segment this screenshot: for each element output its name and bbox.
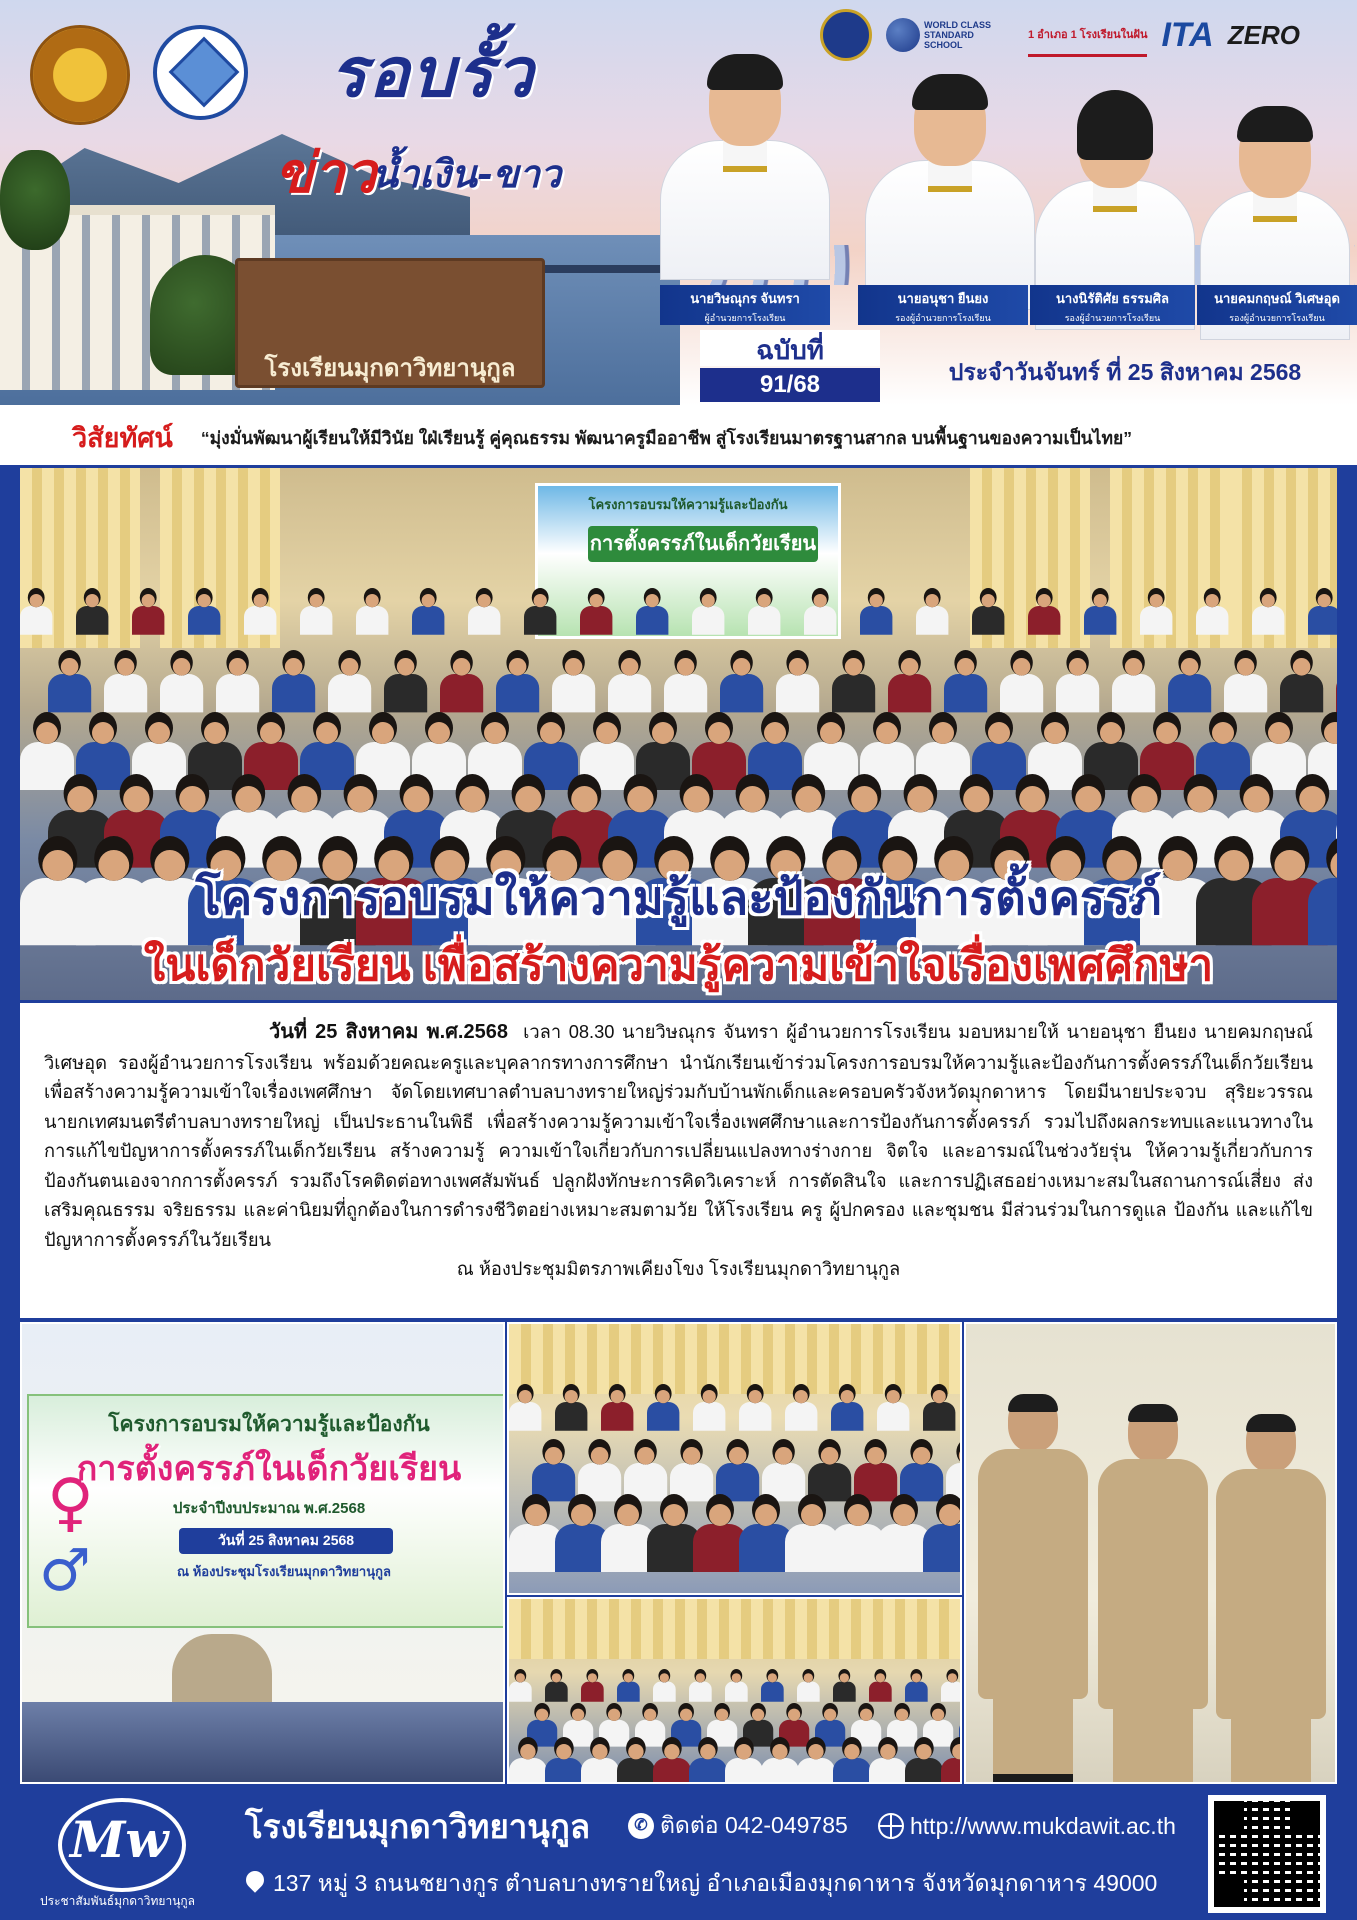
partner-logos (820, 10, 1350, 60)
event-banner-venue: ณ ห้องประชุมโรงเรียนมุกดาวิทยานุกูล (177, 1564, 391, 1579)
student-figure (545, 1669, 568, 1702)
student-figure (160, 650, 203, 712)
student-figure (216, 650, 259, 712)
banner-photo (20, 1322, 505, 1784)
student-figure (725, 1669, 748, 1702)
student-figure (328, 650, 371, 712)
administrator-name: นายอนุชา ยืนยง (897, 291, 989, 306)
official-figure (978, 1394, 1088, 1774)
student-figure (532, 1439, 575, 1501)
student-figure (776, 650, 819, 712)
issue-date: ประจำวันจันทร์ ที่ 25 สิงหาคม 2568 (948, 359, 1302, 385)
student-figure (877, 1384, 909, 1431)
stage-banner-top: โครงการอบรมให้ความรู้และป้องกัน (588, 497, 788, 512)
event-banner-title: โครงการอบรมให้ความรู้และป้องกัน (108, 1413, 430, 1436)
issue-number: 91/68 (700, 368, 880, 402)
event-banner-date: วันที่ 25 สิงหาคม 2568 (179, 1528, 393, 1554)
student-figure (946, 1439, 962, 1501)
student-figure (524, 588, 556, 635)
student-figure (132, 588, 164, 635)
student-audience (509, 1669, 960, 1782)
student-group (509, 1384, 960, 1593)
student-figure (1000, 650, 1043, 712)
students-wai-photo (507, 1322, 962, 1595)
student-figure (716, 1439, 759, 1501)
student-figure (617, 1669, 640, 1702)
vision-statement: “มุ่งมั่นพัฒนาผู้เรียนให้มีวินัย ใฝ่เรียนรู้ คู่คุณธรรม พัฒนาครูมืออาชีพ สู่โรงเรียนมาตรฐานสากล บนพื้นฐานของความเป็นไทย” (200, 427, 1132, 448)
administrator-namebar (1197, 285, 1357, 325)
student-figure (720, 650, 763, 712)
article-venue: ณ ห้องประชุมมิตรภาพเคียงโขง โรงเรียนมุกดาวิทยานุกูล (456, 1258, 901, 1279)
stage-banner-title: การตั้งครรภ์ในเด็กวัยเรียน (588, 526, 818, 562)
student-figure (833, 1669, 856, 1702)
student-figure (188, 588, 220, 635)
student-figure (545, 1737, 583, 1784)
student-figure (739, 1384, 771, 1431)
pr-caption: ประชาสัมพันธ์มุกดาวิทยานุกูล (40, 1894, 196, 1908)
student-figure (608, 650, 651, 712)
student-figure (384, 650, 427, 712)
administrator-role: รองผู้อำนวยการโรงเรียน (1229, 313, 1325, 323)
qr-code-pattern (1214, 1801, 1320, 1907)
school-sign-text: โรงเรียนมุกดาวิทยานุกูล (264, 353, 516, 382)
article-text: เวลา 08.30 นายวิษณุกร จันทรา ผู้อำนวยการโรงเรียน มอบหมายให้ นายอนุชา ยืนยง นายคมกฤษณ์ วิเศษอุด รองผู้อำนวยการโรงเรียน พร้อมด้วยคณะครูและบุคลากรทางการศึกษา นำนักเรียนเข้าร่วมโครงการอบรมให้ความรู้และป้องกันการตั้งครรภ์ในเด็กวัยเรียน เพื่อสร้างความรู้ความเข้าใจเรื่องเพศศึกษา จัดโดยเทศบาลตำบลบางทรายใหญ่ร่วมกับบ้านพักเด็กและครอบครัวจังหวัดมุกดาหาร โดยมีนายประจวบ สุริยะวรรณ นายกเทศมนตรีตำบลบางทรายใหญ่ เป็นประธานในพิธี เพื่อสร้างความรู้ความเข้าใจเรื่องเพศศึกษาและการป้องกันการตั้งครรภ์ รวมไปถึงผลกระทบและแนวทางในการแก้ไขปัญหาการตั้งครรภ์ในเด็กวัยเรียน สร้างความรู้ ความเข้าใจเกี่ยวกับการเปลี่ยนแปลงทางร่างกาย จิตใจ และอารมณ์ในช่วงวัยรุ่น ให้ความรู้เกี่ยวกับการป้องกันตนเองจากการตั้งครรภ์ รวมถึงโรคติดต่อทางเพศสัมพันธ์ ปลูกฝังทักษะการคิดวิเคราะห์ การตัดสินใจ และการปฏิเสธอย่างเหมาะสมในสถานการณ์เสี่ยง ส่งเสริมคุณธรรม จริยธรรม และค่านิยมที่ถูกต้องในการดำรงชีวิตอย่างเหมาะสมตามวัย ให้โรงเรียน ครู ผู้ปกครอง และชุมชน มีส่วนร่วมในการดูแล ป้องกัน และแก้ไขปัญหาการตั้งครรภ์ในวัยเรียน (44, 1021, 1313, 1250)
student-figure (581, 1669, 604, 1702)
student-figure (869, 1669, 892, 1702)
student-figure (831, 1384, 863, 1431)
student-figure (664, 650, 707, 712)
student-figure (356, 588, 388, 635)
student-figure (1224, 650, 1267, 712)
student-figure (941, 1737, 962, 1784)
student-figure (761, 1737, 799, 1784)
audience-heads (22, 1702, 503, 1782)
student-figure (496, 650, 539, 712)
hall-audience-photo (507, 1597, 962, 1784)
curtain (509, 1599, 962, 1659)
administrator-role: รองผู้อำนวยการโรงเรียน (895, 313, 991, 323)
school-seal-logo (153, 25, 248, 120)
student-figure (555, 1384, 587, 1431)
student-figure (797, 1669, 820, 1702)
zero-tolerance-logo: ZERO (1227, 19, 1300, 50)
student-figure (854, 1439, 897, 1501)
student-figure (20, 588, 52, 635)
student-figure (509, 1737, 547, 1784)
issue-label: ฉบับที่ (700, 330, 880, 366)
administrator-role: ผู้อำนวยการโรงเรียน (704, 313, 786, 323)
student-figure (1140, 588, 1172, 635)
headline-line1: โครงการอบรมให้ความรู้และป้องกันการตั้งครรภ์ (195, 871, 1162, 924)
student-figure (624, 1439, 667, 1501)
pr-logo-text: Mw (70, 1810, 169, 1869)
student-figure (1112, 650, 1155, 712)
wcss-logo: WORLD CLASS STANDARD SCHOOL (886, 15, 1014, 55)
student-figure (653, 1669, 676, 1702)
student-figure (601, 1384, 633, 1431)
student-figure (1308, 588, 1337, 635)
student-figure (832, 650, 875, 712)
student-figure (808, 1439, 851, 1501)
student-figure (440, 650, 483, 712)
student-figure (1056, 650, 1099, 712)
student-figure (104, 650, 147, 712)
address-info (245, 1864, 1205, 1904)
student-figure (1084, 588, 1116, 635)
student-figure (725, 1737, 763, 1784)
student-figure (860, 588, 892, 635)
student-figure (300, 588, 332, 635)
administrator-namebar (1030, 285, 1195, 325)
student-figure (1196, 588, 1228, 635)
official-figure (1098, 1404, 1208, 1784)
official-figure (1216, 1414, 1326, 1784)
student-figure (636, 588, 668, 635)
newsletter-title: รอบรั้ว (330, 33, 536, 113)
student-figure (888, 650, 931, 712)
administrator-portrait (865, 70, 1035, 310)
student-figure (48, 650, 91, 712)
footer-school-name: โรงเรียนมุกดาวิทยานุกูล (245, 1808, 591, 1845)
tree-image (0, 150, 70, 250)
student-figure (1280, 650, 1323, 712)
ministry-seal-logo (30, 25, 130, 125)
headline-line2: ในเด็กวัยเรียน เพื่อสร้างความรู้ความเข้าใจเรื่องเพศศึกษา (143, 941, 1214, 990)
student-figure (412, 588, 444, 635)
student-figure (905, 1737, 943, 1784)
student-figure (578, 1439, 621, 1501)
student-figure (580, 588, 612, 635)
newsletter-subtitle-red: ข่าว (275, 140, 377, 206)
student-figure (869, 1737, 907, 1784)
student-figure (761, 1669, 784, 1702)
administrator-role: รองผู้อำนวยการโรงเรียน (1064, 313, 1161, 323)
location-pin-icon (245, 1871, 265, 1897)
qr-code[interactable] (1208, 1795, 1326, 1913)
student-figure (923, 1494, 962, 1572)
student-figure (748, 588, 780, 635)
event-banner (27, 1394, 505, 1628)
phone-number: ติดต่อ 042-049785 (660, 1812, 848, 1838)
student-figure (785, 1384, 817, 1431)
event-banner-main: การตั้งครรภ์ในเด็กวัยเรียน (76, 1450, 462, 1488)
ita-logo: ITA (1161, 15, 1214, 54)
event-banner-budget: ประจำปีงบประมาณ พ.ศ.2568 (172, 1500, 366, 1517)
newsletter-subtitle-blue: น้ำเงิน-ขาว (372, 151, 562, 196)
student-figure (670, 1439, 713, 1501)
administrator-namebar (660, 285, 830, 325)
student-figure (900, 1439, 943, 1501)
student-figure (617, 1737, 655, 1784)
female-symbol-icon: ♀ (47, 1466, 94, 1540)
student-figure (76, 588, 108, 635)
student-figure (647, 1384, 679, 1431)
student-figure (941, 1669, 962, 1702)
student-figure (689, 1669, 712, 1702)
administrator-name: นายวิษณุกร จันทรา (690, 291, 800, 306)
student-figure (692, 588, 724, 635)
phone-icon: ✆ (628, 1813, 654, 1839)
student-figure (905, 1669, 928, 1702)
student-figure (1252, 588, 1284, 635)
website-link[interactable]: http://www.mukdawit.ac.th (910, 1812, 1176, 1839)
student-figure (833, 1737, 871, 1784)
one-district-logo: 1 อำเภอ 1 โรงเรียนในฝัน (1028, 14, 1147, 57)
administrator-namebar (858, 285, 1028, 325)
article-body (20, 1003, 1337, 1318)
student-figure (944, 650, 987, 712)
student-figure (244, 588, 276, 635)
website-info[interactable] (878, 1806, 1208, 1846)
administrator-name: นายคมกฤษณ์ วิเศษอุด (1214, 291, 1340, 306)
student-figure (1168, 650, 1211, 712)
globe-icon (878, 1813, 904, 1839)
contact-info (628, 1806, 878, 1846)
article-date: วันที่ 25 สิงหาคม พ.ศ.2568 (269, 1021, 508, 1043)
administrator-name: นางนิรัติศัย ธรรมศิล (1055, 291, 1169, 306)
vision-label: วิสัยทัศน์ (72, 423, 173, 453)
student-figure (797, 1737, 835, 1784)
student-figure (804, 588, 836, 635)
student-figure (1336, 650, 1337, 712)
student-figure (762, 1439, 805, 1501)
school-pr-logo (40, 1792, 210, 1892)
student-figure (272, 650, 315, 712)
student-figure (552, 650, 595, 712)
student-figure (468, 588, 500, 635)
student-figure (923, 1384, 955, 1431)
male-symbol-icon: ♂ (39, 1536, 91, 1604)
student-figure (693, 1384, 725, 1431)
administrator-portrait (660, 40, 830, 280)
vision-row (0, 410, 1357, 465)
student-figure (916, 588, 948, 635)
speaker-podium (172, 1634, 272, 1704)
officials-photo (964, 1322, 1337, 1784)
student-figure (653, 1737, 691, 1784)
student-figure (972, 588, 1004, 635)
student-figure (509, 1669, 532, 1702)
student-figure (1028, 588, 1060, 635)
student-figure (581, 1737, 619, 1784)
school-address: 137 หมู่ 3 ถนนชยางกูร ตำบลบางทรายใหญ่ อำเภอเมืองมุกดาหาร จังหวัดมุกดาหาร 49000 (273, 1870, 1158, 1896)
student-figure (689, 1737, 727, 1784)
student-figure (509, 1384, 541, 1431)
